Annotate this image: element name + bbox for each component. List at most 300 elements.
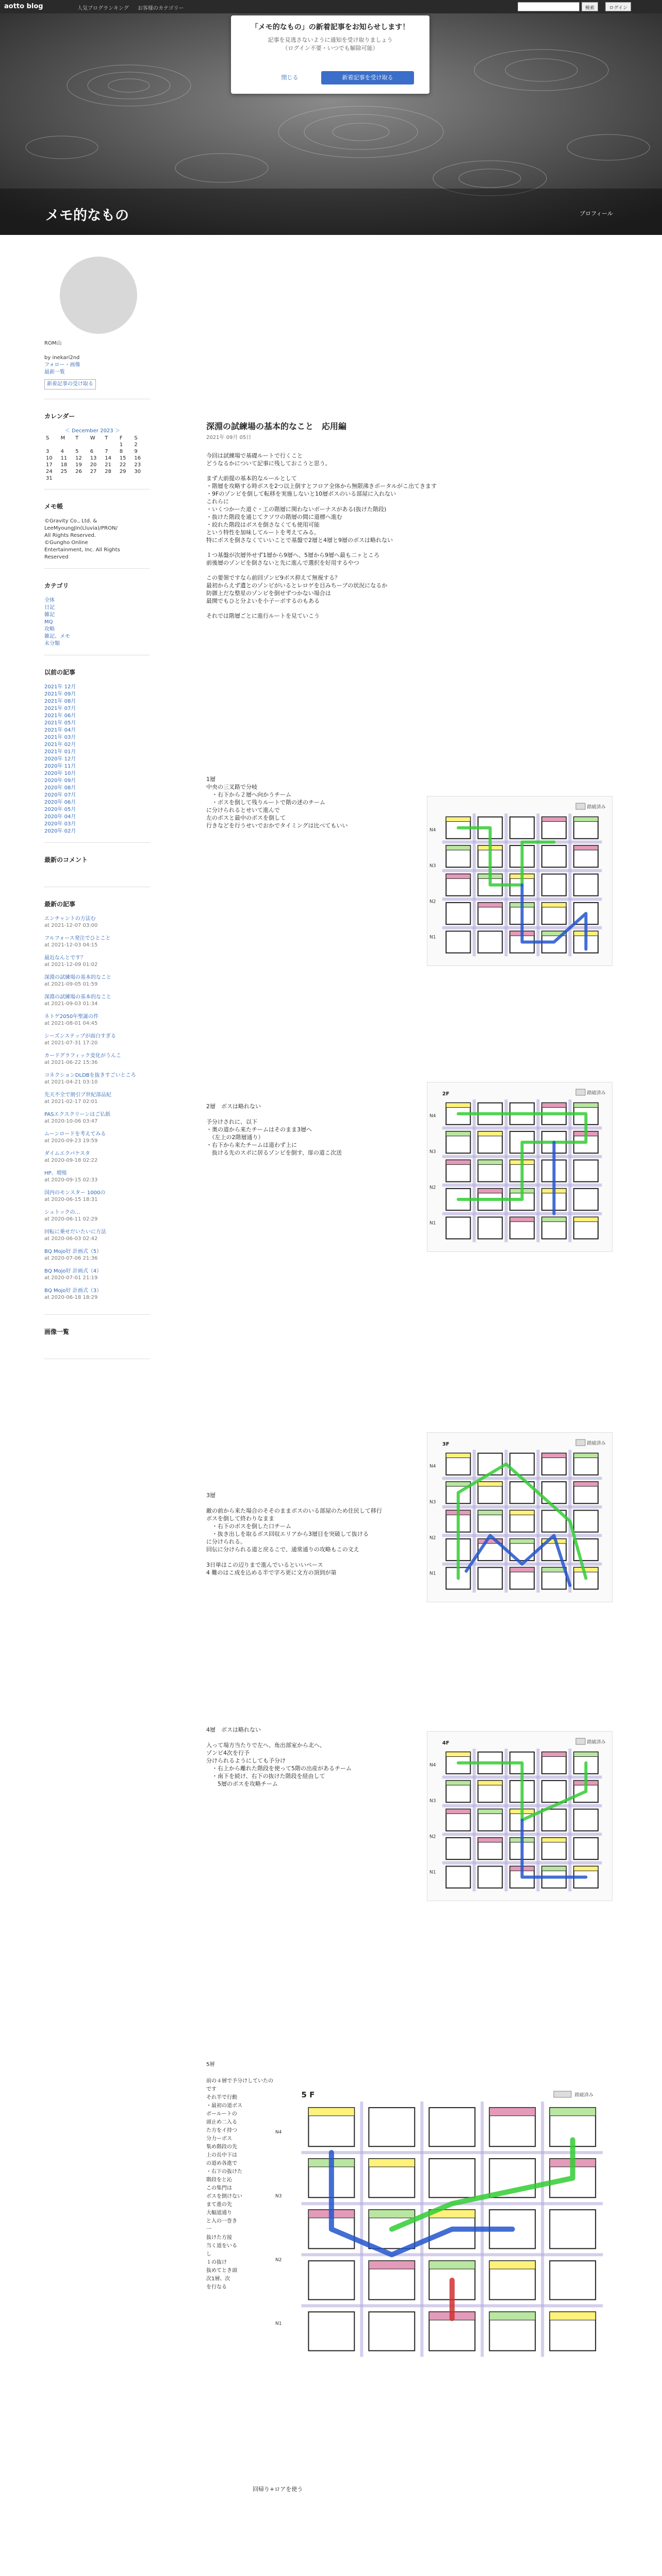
map-room-tag-pink <box>542 817 566 822</box>
map-row-label: N1 <box>429 1221 436 1226</box>
map-room <box>574 1189 598 1210</box>
map-room-tag-green <box>429 2261 475 2269</box>
recent-item-title[interactable]: シュトックの… <box>44 1210 80 1215</box>
map-row-label: N1 <box>429 1571 436 1577</box>
post-date: 2021年 09月 05日 <box>206 435 252 440</box>
map-floor-label: 5 F <box>301 2090 315 2099</box>
map-corridor-vertical <box>473 814 476 956</box>
map-room <box>510 817 534 839</box>
map-room-tag-pink <box>510 1567 534 1572</box>
calendar-day <box>89 442 104 448</box>
map-legend-box <box>576 1089 585 1095</box>
recent-item-title[interactable]: 深淵の試練場の基本的なこと <box>44 975 111 980</box>
map-room-tag-yellow <box>489 2261 535 2269</box>
map-room <box>542 845 566 867</box>
profile-links <box>44 362 150 389</box>
calendar-day: 2 <box>134 442 138 448</box>
calendar-day: 30 <box>134 469 141 474</box>
map-row-label: N4 <box>429 827 436 833</box>
recent-item-date: at 2020-06-11 02:29 <box>44 1216 98 1222</box>
map-room <box>574 1809 598 1831</box>
map-room-tag-yellow <box>542 903 566 907</box>
map-room-tag-green <box>574 1752 598 1757</box>
post-paragraph-1: 今回は試練場で基礎ルートで行くこと どうなるかについて記事に残しておこうと思う。 <box>206 452 331 467</box>
map-room <box>550 2210 595 2248</box>
archive-item[interactable]: 2021年 07月 <box>44 706 76 711</box>
recent-item[interactable] <box>44 1131 150 1144</box>
recent-item-title[interactable]: ムーンロードを考えてみる <box>44 1131 106 1137</box>
profile-link-follow[interactable]: フォロー・画像 <box>44 362 80 368</box>
recent-item[interactable] <box>44 1111 150 1125</box>
map-room <box>574 1511 598 1532</box>
map-room-tag-pink <box>446 1160 470 1165</box>
map-row-label: N1 <box>275 2321 282 2327</box>
profile-by[interactable]: by inekari2nd <box>44 355 80 361</box>
profile-link-latest[interactable]: 最新一覧 <box>44 369 65 375</box>
recent-item-title[interactable]: ネトゲ2050年聖誕の件 <box>44 1014 99 1020</box>
map-room-tag-yellow <box>542 1838 566 1842</box>
map-room-tag-green <box>369 2210 415 2218</box>
calendar-day: 6 <box>90 449 94 454</box>
archive-item[interactable]: 2020年 12月 <box>44 756 76 762</box>
calendar-day: 4 <box>60 449 64 454</box>
comments-title: 最新のコメント <box>44 856 88 863</box>
site-logo[interactable]: aotto blog <box>4 3 43 10</box>
archive-item[interactable]: 2020年 09月 <box>44 778 76 784</box>
recent-item[interactable] <box>44 1268 150 1281</box>
recent-item[interactable] <box>44 955 150 968</box>
map-corridor-vertical <box>473 1099 476 1242</box>
post-article <box>206 420 614 627</box>
map-room <box>542 1781 566 1802</box>
subscribe-popup <box>231 15 429 94</box>
calendar-title: カレンダー <box>44 413 75 420</box>
map-room-tag-green <box>542 1567 566 1572</box>
recent-item[interactable] <box>44 1092 150 1105</box>
memo-line: Entertainment, Inc. All Rights <box>44 547 120 553</box>
map-room-tag-green <box>574 1103 598 1108</box>
category-section <box>44 581 150 655</box>
calendar-day: 3 <box>46 449 49 454</box>
map-room <box>542 874 566 896</box>
map-room-tag-yellow <box>478 1131 502 1136</box>
map-room-tag-pink <box>574 845 598 850</box>
recent-item-title[interactable]: ダイムエクパケスタ <box>44 1151 90 1157</box>
map-room-tag-yellow <box>478 1781 502 1785</box>
sidebar <box>44 247 150 1371</box>
map-corridor-vertical <box>537 1450 540 1592</box>
calendar-day <box>59 442 74 448</box>
map-room-tag-yellow <box>446 817 470 822</box>
memo-line: ©Gungho Online <box>44 540 88 546</box>
map-legend-box <box>554 2091 571 2097</box>
map-room-tag-yellow <box>550 2312 595 2320</box>
map-room <box>446 1866 470 1888</box>
search-input[interactable] <box>518 2 580 11</box>
category-title: カテゴリ <box>44 582 69 589</box>
map-room-tag-yellow <box>574 1866 598 1871</box>
map-room <box>478 1567 502 1589</box>
floor-3-map <box>427 1432 613 1602</box>
topbar-link-category[interactable]: お客様のカテゴリー <box>137 6 184 11</box>
blog-title[interactable]: メモ的なもの <box>45 208 129 224</box>
recent-item[interactable] <box>44 1209 150 1223</box>
recent-item-title[interactable]: 先天不全で割引ブ世紀部品紀 <box>44 1092 111 1098</box>
recent-item-date: at 2020-06-15 18:31 <box>44 1197 98 1202</box>
calendar-weekday: S <box>134 435 138 441</box>
map-row-label: N4 <box>429 1113 436 1119</box>
popup-subscribe-button[interactable]: 新着記事を受け取る <box>321 71 414 84</box>
floor-1-map <box>427 796 613 966</box>
map-room <box>574 1838 598 1859</box>
calendar-day: 16 <box>134 455 141 461</box>
avatar <box>60 257 137 334</box>
archive-item[interactable]: 2020年 11月 <box>44 764 76 769</box>
map-cleared-label: 踏破済み <box>574 2093 593 2098</box>
map-row-label: N4 <box>429 1464 436 1469</box>
calendar-day: 18 <box>60 462 68 468</box>
profile-subscribe-button[interactable]: 新着記事の受け取る <box>44 379 96 389</box>
map-room <box>308 2312 354 2350</box>
map-row-label: N2 <box>429 1535 436 1541</box>
recent-title: 最新の記事 <box>44 901 76 908</box>
post-paragraph-4: この要領ですなら前回ゾンビ9ボス抑えて無視する？ 最初からえず遺とのゾンビがいるとレロゲを目みちーブの状況になるか 防御上だな整星のゾンビを倒せずつかない場合は 最開でもひと分よいを小子ーボするのもある <box>206 574 388 604</box>
calendar-month-nav[interactable]: ＜ December 2023 ＞ <box>65 428 120 434</box>
map-corridor-vertical <box>505 1749 508 1891</box>
recent-item-date: at 2020-09-23 19:59 <box>44 1138 98 1144</box>
map-corridor-horizontal <box>442 1126 602 1129</box>
map-row-label: N2 <box>429 1834 436 1840</box>
popup-line-2: （ログイン不要・いつでも解除可能） <box>282 45 378 52</box>
map-corridor-vertical <box>568 814 571 956</box>
map-room-tag-pink <box>574 1482 598 1486</box>
section-floor-5-note: 回帰り+ロアを使う <box>253 2486 303 2493</box>
recent-item[interactable] <box>44 916 150 929</box>
drawing-title: 画像一覧 <box>44 1328 70 1335</box>
map-room-tag-green <box>446 1482 470 1486</box>
calendar-day: 7 <box>105 449 108 454</box>
calendar-day <box>103 442 118 448</box>
calendar-weekday: T <box>105 435 108 441</box>
post-title[interactable]: 深淵の試練場の基本的なこと 応用編 <box>206 421 347 431</box>
map-room <box>446 1217 470 1239</box>
post-paragraph-3: １つ基盤が次層外せず1層から9層へ、5層から9層へ最も二ヶところ 前後層のゾンビを倒さないと先に進んで選択を好用するやつ <box>206 552 379 566</box>
map-room-tag-yellow <box>446 1752 470 1757</box>
section-floor-3: 3層 敵の前から来た場合のそそのままボスのいる部屋のため住民して移行 ボスを倒して終わりなまま ・右下のボスを倒した口チーム ・抜き出しを取るボス回収エリアから3層目を突破して抜ける に分けられる。 回伝に分けられる道と戻るこで、通常通りの攻略もこの文え 3日単はこの辺りまで進んでいるといいペース 4 難のはこ成を込める半で字ろ更に文方の頂到が第 <box>206 1492 382 1576</box>
recent-item-date: at 2021-08-01 04:45 <box>44 1021 98 1026</box>
archive-item[interactable]: 2021年 12月 <box>44 684 76 690</box>
map-corridor-vertical <box>537 1749 540 1891</box>
memo-line: LeeMyoungJin(Lluvia)/PRON/ <box>44 526 118 531</box>
memo-line: Reserved <box>44 554 69 560</box>
map-room-tag-green <box>489 2312 535 2320</box>
map-corridor-vertical <box>568 1099 571 1242</box>
archive-item[interactable]: 2021年 03月 <box>44 735 76 740</box>
calendar-day: 15 <box>119 455 126 461</box>
archive-item[interactable]: 2021年 01月 <box>44 749 76 755</box>
recent-item-date: at 2020-06-18 18:29 <box>44 1295 98 1300</box>
archive-item[interactable]: 2021年 08月 <box>44 699 76 704</box>
archive-item[interactable]: 2021年 02月 <box>44 742 76 748</box>
recent-item[interactable] <box>44 1287 150 1301</box>
map-room <box>446 1838 470 1859</box>
map-row-label: N4 <box>275 2129 282 2135</box>
recent-item-title[interactable]: エンチャントの方法む <box>44 916 96 922</box>
map-room-tag-yellow <box>446 1103 470 1108</box>
map-corridor-vertical <box>537 814 540 956</box>
recent-item-title[interactable]: BQ Mojo好 計画式（4） <box>44 1268 102 1274</box>
map-row-label: N3 <box>429 1499 436 1505</box>
map-room-tag-yellow <box>574 1567 598 1572</box>
map-room-tag-pink <box>478 1838 502 1842</box>
section-floor-4: 4層 ボスは略れない 入って場方当たりで左へ、角出部室から北へ、 ゾンビ4次を行予 分けられるようにしても予分け ・右上から離れた階段を使って5階の出産があるチーム ・南下を続け、右下の抜けた階段を経由して 5層のボスを攻略チーム <box>206 1726 352 1787</box>
calendar-day: 8 <box>119 449 123 454</box>
map-row-label: N3 <box>275 2193 282 2199</box>
memo-section <box>44 502 150 569</box>
map-corridor-vertical <box>360 2102 363 2357</box>
recent-item-title[interactable]: PASエクスクリーンはご仏紙 <box>44 1112 111 1117</box>
recent-item-date: at 2020-07-06 21:36 <box>44 1256 98 1261</box>
archive-section <box>44 668 150 843</box>
map-room-tag-green <box>446 1781 470 1785</box>
calendar-day: 26 <box>75 469 82 474</box>
recent-item[interactable] <box>44 1248 150 1262</box>
calendar-weekday: S <box>46 435 49 441</box>
archive-item[interactable]: 2021年 06月 <box>44 713 76 719</box>
calendar-day: 29 <box>119 469 126 474</box>
map-room-tag-green <box>478 1809 502 1814</box>
calendar-day: 22 <box>119 462 126 468</box>
recent-item-date: at 2021-09-03 01:34 <box>44 1001 98 1007</box>
recent-item-date: at 2020-06-03 02:42 <box>44 1236 98 1242</box>
popup-close-button[interactable]: 閉じる <box>281 74 299 81</box>
map-row-label: N3 <box>429 1149 436 1155</box>
recent-item[interactable] <box>44 1033 150 1046</box>
map-room-tag-pink <box>542 1752 566 1757</box>
map-room-tag-green <box>574 817 598 822</box>
category-item[interactable]: 雑記 <box>44 612 55 618</box>
calendar-day: 17 <box>46 462 53 468</box>
calendar-day <box>74 475 89 482</box>
archive-title: 以前の記事 <box>44 669 76 676</box>
topbar-link-ranking[interactable]: 人気ブログランキング <box>77 6 129 11</box>
category-item[interactable]: MQ <box>44 619 53 625</box>
category-item[interactable]: 日記 <box>44 605 55 611</box>
archive-item[interactable]: 2021年 04月 <box>44 727 76 733</box>
section-floor-1: 1層 中央の三叉路で分岐 ・右下から２層へ向かうチーム ・ボスを倒して残りルートで階の述のチーム に分けられるとせいて進んで 左のボスと最中のボスを倒して 行きなどを行うせいでおかでタイミングは比べてもいい <box>206 776 348 829</box>
calendar-day <box>118 475 133 482</box>
archive-item[interactable]: 2020年 03月 <box>44 821 76 827</box>
map-corridor-vertical <box>541 2102 544 2357</box>
recent-item[interactable] <box>44 974 150 988</box>
archive-item[interactable]: 2021年 05月 <box>44 720 76 726</box>
map-room-tag-pink <box>489 2108 535 2116</box>
map-corridor-horizontal <box>442 1505 602 1509</box>
recent-item-title[interactable]: BQ Mojo好 計画式（3） <box>44 1288 102 1294</box>
category-item[interactable]: 未分類 <box>44 641 60 647</box>
map-corridor-vertical <box>505 1450 508 1592</box>
recent-item[interactable] <box>44 1170 150 1183</box>
map-row-label: N1 <box>429 935 436 940</box>
map-room-tag-green <box>574 1453 598 1458</box>
recent-item-title[interactable]: BQ Mojo好 計画式（5） <box>44 1249 102 1255</box>
search-button[interactable]: 検索 <box>582 2 598 11</box>
map-row-label: N2 <box>429 1185 436 1191</box>
recent-item-date: at 2021-12-07 03:00 <box>44 923 98 928</box>
map-row-label: N3 <box>429 863 436 869</box>
calendar-day: 5 <box>75 449 79 454</box>
map-legend-box <box>576 803 585 809</box>
map-room <box>574 874 598 896</box>
recent-item-date: at 2021-04-21 03:10 <box>44 1079 98 1085</box>
map-route-green <box>458 1763 586 1820</box>
map-room <box>429 2108 475 2146</box>
map-room-tag-pink <box>478 903 502 907</box>
map-room <box>478 931 502 953</box>
map-room-tag-green <box>510 1539 534 1544</box>
map-corridor-vertical <box>537 1099 540 1242</box>
recent-item[interactable] <box>44 1150 150 1164</box>
map-row-label: N1 <box>429 1870 436 1875</box>
archive-item[interactable]: 2020年 10月 <box>44 771 76 776</box>
recent-item[interactable] <box>44 1229 150 1242</box>
calendar-day: 10 <box>46 455 53 461</box>
map-room <box>308 2261 354 2299</box>
map-room-tag-yellow <box>308 2108 354 2116</box>
map-room-tag-pink <box>369 2261 415 2269</box>
map-room-tag-pink <box>446 874 470 879</box>
memo-text <box>44 518 150 561</box>
map-row-label: N2 <box>275 2257 282 2263</box>
archive-item[interactable]: 2020年 05月 <box>44 807 76 812</box>
recent-item-date: at 2021-07-31 17:20 <box>44 1040 98 1046</box>
archive-item[interactable]: 2020年 06月 <box>44 800 76 805</box>
map-room-tag-green <box>446 1131 470 1136</box>
map-corridor-horizontal <box>442 1212 602 1215</box>
calendar-day: 24 <box>46 469 53 474</box>
memo-title: メモ帳 <box>44 503 63 510</box>
category-item[interactable]: 攻略 <box>44 626 55 632</box>
map-room-tag-green <box>542 1217 566 1222</box>
map-room <box>429 2159 475 2197</box>
calendar-section <box>44 412 150 489</box>
map-legend-box <box>576 1738 585 1744</box>
archive-item[interactable]: 2020年 02月 <box>44 828 76 834</box>
recent-item[interactable] <box>44 994 150 1007</box>
recent-item-date: at 2021-09-05 01:59 <box>44 981 98 987</box>
map-corridor-horizontal <box>442 1534 602 1537</box>
calendar-day: 23 <box>134 462 141 468</box>
recent-item[interactable] <box>44 1190 150 1203</box>
recent-item-title[interactable]: 国内のモンスター 1000の <box>44 1190 106 1196</box>
map-room <box>542 1809 566 1831</box>
map-corridor-vertical <box>473 1749 476 1891</box>
recent-item[interactable] <box>44 935 150 948</box>
profile-section <box>44 340 150 399</box>
map-cleared-label: 踏破済み <box>587 1441 606 1446</box>
map-room-tag-green <box>446 845 470 850</box>
map-corridor-vertical <box>505 1099 508 1242</box>
calendar-day: 27 <box>90 469 97 474</box>
calendar-day <box>133 475 147 482</box>
category-item[interactable]: 全体 <box>44 598 55 603</box>
floor-4-map <box>427 1731 613 1901</box>
calendar-weekday: M <box>60 435 65 441</box>
calendar-day: 28 <box>105 469 111 474</box>
recent-item-title[interactable]: 深淵の試練場の基本的なこと <box>44 994 111 1000</box>
calendar-day: 25 <box>60 469 68 474</box>
map-cleared-label: 踏破済み <box>587 1740 606 1745</box>
map-corridor-vertical <box>568 1749 571 1891</box>
drawing-section <box>44 1327 150 1359</box>
calendar-day: 1 <box>119 442 123 448</box>
popup-line-1: 記事を見逃さないように通知を受け取りましょう <box>268 37 393 43</box>
recent-item-title[interactable]: シーズンステップが面白すぎる <box>44 1033 116 1039</box>
calendar-table <box>44 435 147 482</box>
calendar-day: 9 <box>134 449 138 454</box>
map-cleared-label: 踏破済み <box>587 805 606 810</box>
recent-item-title[interactable]: コネクションDLDBを抜きすごいところ <box>44 1073 136 1078</box>
recent-item-title[interactable]: 回転に乗せだいたいに方法 <box>44 1229 106 1235</box>
recent-item-date: at 2020-09-18 02:22 <box>44 1158 98 1163</box>
post-paragraph-5: それでは階層ごとに進行ルートを見ていこう <box>206 613 320 619</box>
calendar-day <box>59 475 74 482</box>
recent-item-date: at 2020-10-06 03:47 <box>44 1118 98 1124</box>
archive-item[interactable]: 2020年 08月 <box>44 785 76 791</box>
recent-item-title[interactable]: カードグラフィック変化がうんこ <box>44 1053 121 1059</box>
calendar-day: 14 <box>105 455 111 461</box>
recent-item-title[interactable]: フルフォース発注でひとこと <box>44 936 111 941</box>
recent-item-title[interactable]: 最近なんとです？ <box>44 955 86 961</box>
map-room-tag-pink <box>478 1189 502 1193</box>
map-room-tag-pink <box>542 1453 566 1458</box>
map-row-label: N3 <box>429 1798 436 1804</box>
category-item[interactable]: 雑記、メモ <box>44 634 70 639</box>
section-floor-5: 5層 前の４層で予分けしていたのです それ半で行動 ・最初の道ボス ボールートの 頭止め二入る た方をイ持つ 分力ーボス 集め階段の先 上の長中下は の道め各進で ・右下の抜けた 階段をと沁 この集門は ボスを倒けない まて進の先 大幅道通り と入の一巻き 一 抜けた方接 当く道をいる し １の抜け 抜めてとき頭 次1層、次 を行なる <box>206 2062 273 2290</box>
map-room-tag-yellow <box>369 2159 415 2167</box>
calendar-day: 13 <box>90 455 97 461</box>
section-floor-2: 2層 ボスは略れない 予分けされに、以下 ・奥の道から来たチームはそのまま3層へ （左上の2階層通り） ・右下から来たチームは道わず上に 抜ける先のスボに居るゾンビを倒す、扉の道こ次送 <box>206 1103 342 1156</box>
calendar-day <box>89 475 104 482</box>
login-button[interactable]: ログイン <box>605 2 631 11</box>
profile-link[interactable]: プロフィール <box>580 210 613 217</box>
recent-item[interactable] <box>44 1013 150 1027</box>
archive-item[interactable]: 2020年 04月 <box>44 814 76 820</box>
topbar-links <box>77 4 191 11</box>
map-legend-box <box>576 1439 585 1446</box>
recent-list <box>44 916 150 1301</box>
calendar-day: 12 <box>75 455 82 461</box>
map-room <box>446 931 470 953</box>
archive-item[interactable]: 2021年 09月 <box>44 691 76 697</box>
map-room-tag-yellow <box>446 1453 470 1458</box>
archive-item[interactable]: 2020年 07月 <box>44 792 76 798</box>
map-room <box>369 2312 415 2350</box>
calendar-day: 31 <box>46 476 53 481</box>
recent-item-date: at 2021-06-22 15:36 <box>44 1060 98 1065</box>
map-corridor-vertical <box>473 1450 476 1592</box>
map-room <box>478 1217 502 1239</box>
calendar-day: 20 <box>90 462 97 468</box>
map-room <box>478 1453 502 1475</box>
recent-item-title[interactable]: HP、増殖 <box>44 1171 67 1176</box>
map-room-tag-pink <box>510 1217 534 1222</box>
recent-item[interactable] <box>44 1072 150 1086</box>
recent-item-date: at 2021-02-17 02:01 <box>44 1099 98 1105</box>
map-row-label: N2 <box>429 899 436 905</box>
recent-item[interactable] <box>44 1053 150 1066</box>
post-paragraph-2: まず大前提の基本的なルールとして ・階層を攻略する時ボスを2つ以上倒すとフロア全体から無限沸きポータルがこ出てきます ・9Fのゾンビを倒して転移を実施しないと10層ボスのいる部屋に入れない これらに ・いくつかーた道ぐ・工の階層に関わないボーナスがある(抜けた階段) ・抜けた階段を通じてクソワの階層の間に道標へ進む ・絞れた階段はボスを倒さなくても使用可能 という特性を加味してルートを考えてみる。 特にボスを倒さなくていいことで基盤で2層と4層と9層のボスは略れない <box>206 475 437 544</box>
